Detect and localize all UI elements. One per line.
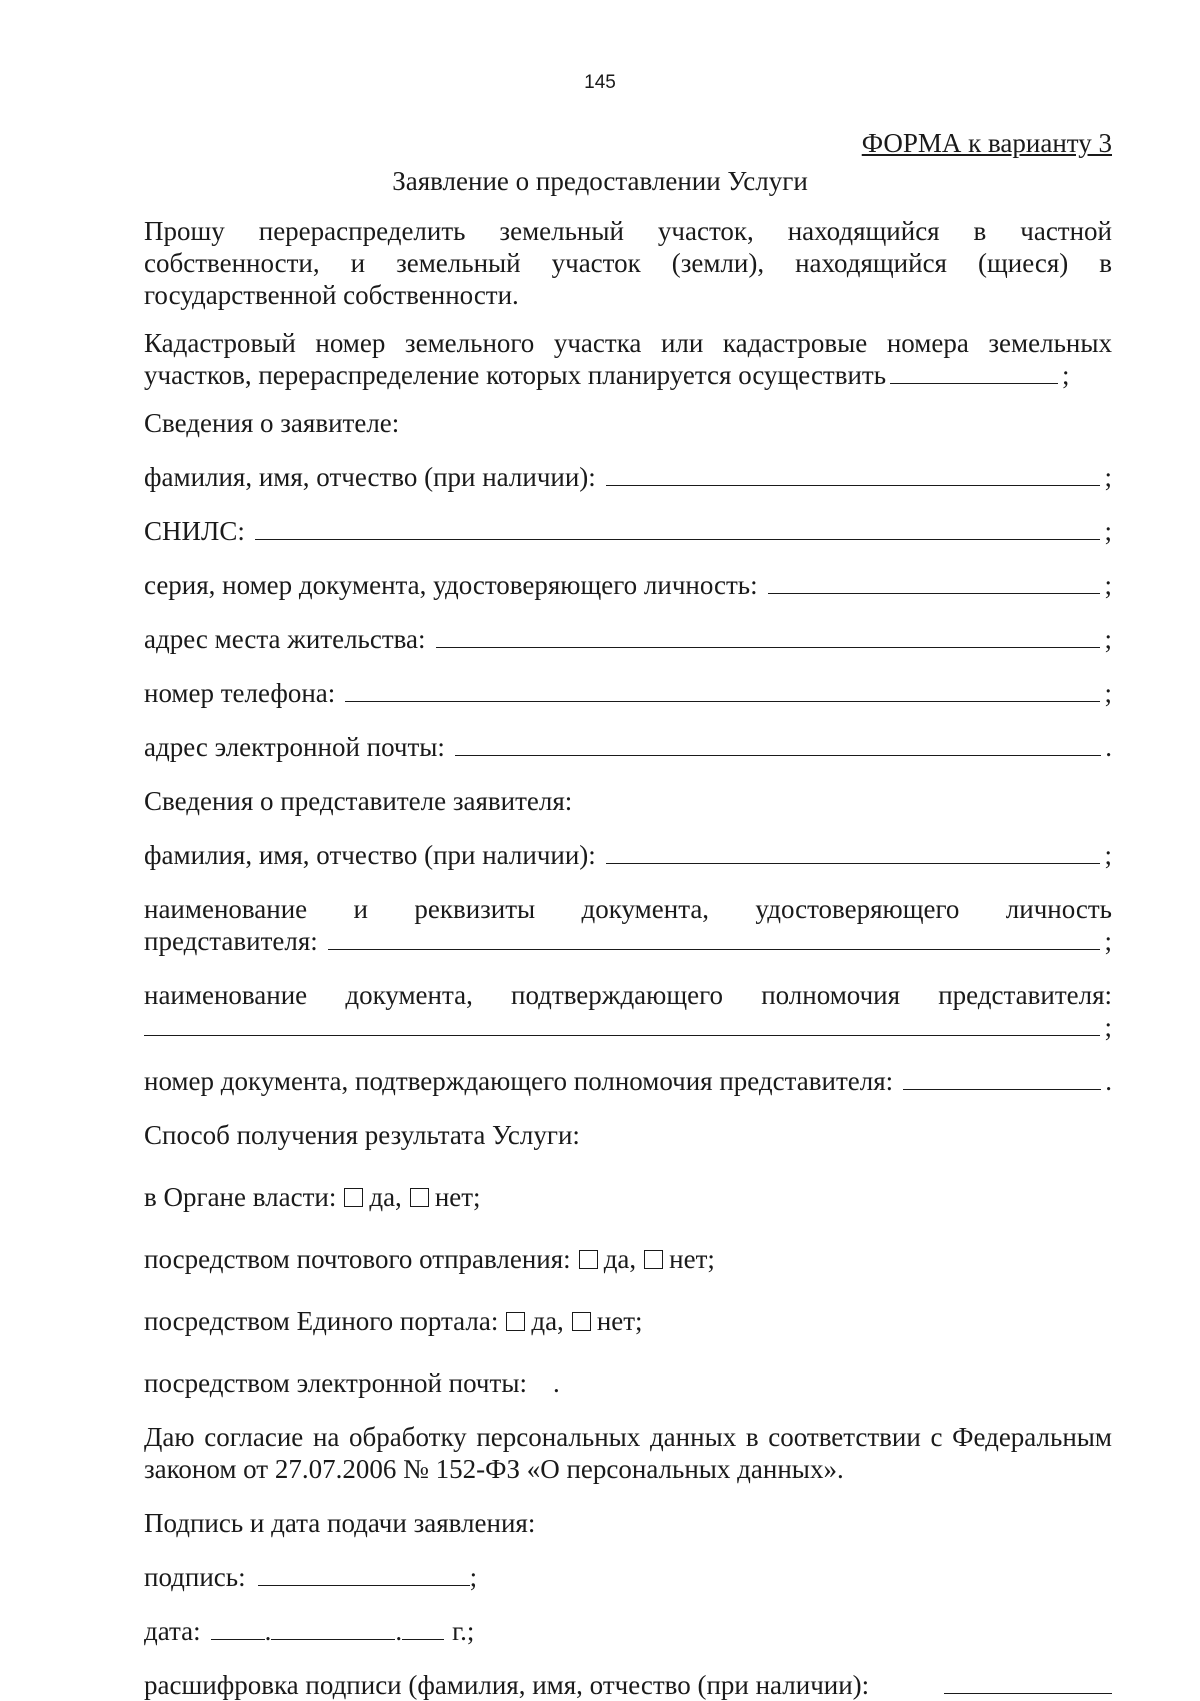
- rep-authority-number-row: номер документа, подтверждающего полномочия представителя: .: [144, 1066, 1112, 1096]
- no-label: нет;: [669, 1244, 715, 1274]
- applicant-email-row: адрес электронной почты: .: [144, 732, 1112, 762]
- applicant-passport-field[interactable]: [768, 569, 1101, 594]
- method-portal-row: [144, 1305, 1112, 1337]
- date-year-field[interactable]: [402, 1615, 444, 1640]
- rep-authority-row: ;: [144, 1011, 1112, 1043]
- yes-label: да,: [603, 1244, 637, 1274]
- applicant-snils-row: СНИЛС: ;: [144, 516, 1112, 546]
- applicant-address-field[interactable]: [436, 623, 1101, 648]
- form-title: Заявление о предоставлении Услуги: [392, 166, 808, 196]
- consent-paragraph: Даю согласие на обработку персональных данных в соответствии с Федеральным законом от 27.07.2006 № 152-ФЗ «О персональных данных».: [144, 1422, 1112, 1484]
- applicant-email-label: адрес электронной почты:: [144, 732, 445, 762]
- applicant-phone-label: номер телефона:: [144, 678, 336, 708]
- method-post-row: [144, 1243, 1112, 1275]
- signature-decoding-row: [144, 1669, 1112, 1701]
- rep-authority-number-field[interactable]: [903, 1065, 1101, 1090]
- yes-label: да,: [369, 1182, 402, 1212]
- applicant-header: Сведения о заявителе:: [144, 408, 400, 438]
- result-method-header: Способ получения результата Услуги:: [144, 1120, 580, 1150]
- rep-id-doc-label-line1: наименование и реквизиты документа, удостоверяющего личность: [144, 894, 1112, 924]
- applicant-snils-field[interactable]: [255, 515, 1101, 540]
- method-post-yes-checkbox[interactable]: [579, 1250, 598, 1269]
- signature-decoding-label: расшифровка подписи (фамилия, имя, отчество (при наличии):: [144, 1670, 870, 1700]
- applicant-snils-label: СНИЛС:: [144, 516, 245, 546]
- method-post-label: посредством почтового отправления:: [144, 1244, 571, 1274]
- applicant-address-row: адрес места жительства: ;: [144, 624, 1112, 654]
- cadastral-row: участков, перераспределение которых планируется осуществить ;: [144, 360, 1070, 390]
- no-label: нет;: [596, 1306, 643, 1336]
- signature-decoding-field[interactable]: [944, 1669, 1112, 1694]
- method-email-row: посредством электронной почты: .: [144, 1368, 560, 1398]
- applicant-fio-field[interactable]: [606, 461, 1101, 486]
- applicant-fio-row: фамилия, имя, отчество (при наличии): ;: [144, 462, 1112, 492]
- method-email-label: посредством электронной почты:: [144, 1368, 527, 1398]
- cadastral-block: [144, 327, 1112, 391]
- signature-row: подпись: ;: [144, 1562, 478, 1592]
- form-body: [144, 215, 1112, 1701]
- method-portal-no-checkbox[interactable]: [572, 1312, 591, 1331]
- date-day-field[interactable]: [211, 1615, 265, 1640]
- cadastral-label-line1: Кадастровый номер земельного участка или кадастровые номера земельных: [144, 328, 1112, 358]
- rep-fio-row: фамилия, имя, отчество (при наличии): ;: [144, 840, 1112, 870]
- method-organ-yes-checkbox[interactable]: [344, 1188, 363, 1207]
- rep-authority-number-label: номер документа, подтверждающего полномочия представителя:: [144, 1066, 894, 1096]
- method-portal-label: посредством Единого портала:: [144, 1306, 499, 1336]
- method-portal-yes-checkbox[interactable]: [506, 1312, 525, 1331]
- rep-authority-label: наименование документа, подтверждающего полномочия представителя:: [144, 980, 1112, 1010]
- rep-id-doc-label-line2: представителя:: [144, 926, 318, 956]
- applicant-passport-row: серия, номер документа, удостоверяющего личность: ;: [144, 570, 1112, 600]
- rep-id-doc-block: [144, 893, 1112, 957]
- rep-authority-block: [144, 979, 1112, 1043]
- applicant-phone-field[interactable]: [345, 677, 1100, 702]
- rep-id-doc-field[interactable]: [328, 925, 1101, 950]
- applicant-passport-label: серия, номер документа, удостоверяющего личность:: [144, 570, 758, 600]
- method-organ-label: в Органе власти:: [144, 1182, 337, 1212]
- rep-fio-label: фамилия, имя, отчество (при наличии):: [144, 840, 596, 870]
- date-month-field[interactable]: [271, 1615, 395, 1640]
- signature-label: подпись:: [144, 1562, 246, 1592]
- rep-fio-field[interactable]: [606, 839, 1101, 864]
- method-post-no-checkbox[interactable]: [644, 1250, 663, 1269]
- date-label: дата:: [144, 1616, 201, 1646]
- signature-field[interactable]: [258, 1561, 470, 1586]
- rep-id-doc-row: представителя: ;: [144, 926, 1112, 956]
- intro-paragraph: Прошу перераспределить земельный участок, находящийся в частной собственности, и земельный участок (земли), находящийся (щиеся) в государственной собственности.: [144, 216, 1112, 310]
- method-organ-no-checkbox[interactable]: [410, 1188, 429, 1207]
- cadastral-label-line2: участков, перераспределение которых планируется осуществить: [144, 360, 887, 390]
- applicant-fio-label: фамилия, имя, отчество (при наличии):: [144, 462, 596, 492]
- form-variant-label: ФОРМА к варианту 3: [861, 128, 1112, 158]
- applicant-phone-row: номер телефона: ;: [144, 678, 1112, 708]
- cadastral-number-field[interactable]: [890, 359, 1058, 384]
- year-suffix: г.;: [452, 1616, 475, 1646]
- method-organ-row: [144, 1181, 1112, 1213]
- date-row: дата: . . г.;: [144, 1616, 475, 1646]
- applicant-address-label: адрес места жительства:: [144, 624, 426, 654]
- representative-header: Сведения о представителе заявителя:: [144, 786, 573, 816]
- no-label: нет;: [434, 1182, 481, 1212]
- applicant-email-field[interactable]: [455, 731, 1101, 756]
- yes-label: да,: [531, 1306, 564, 1336]
- signature-header: Подпись и дата подачи заявления:: [144, 1508, 536, 1538]
- rep-authority-field[interactable]: [144, 1011, 1100, 1036]
- page-number: 145: [584, 72, 616, 93]
